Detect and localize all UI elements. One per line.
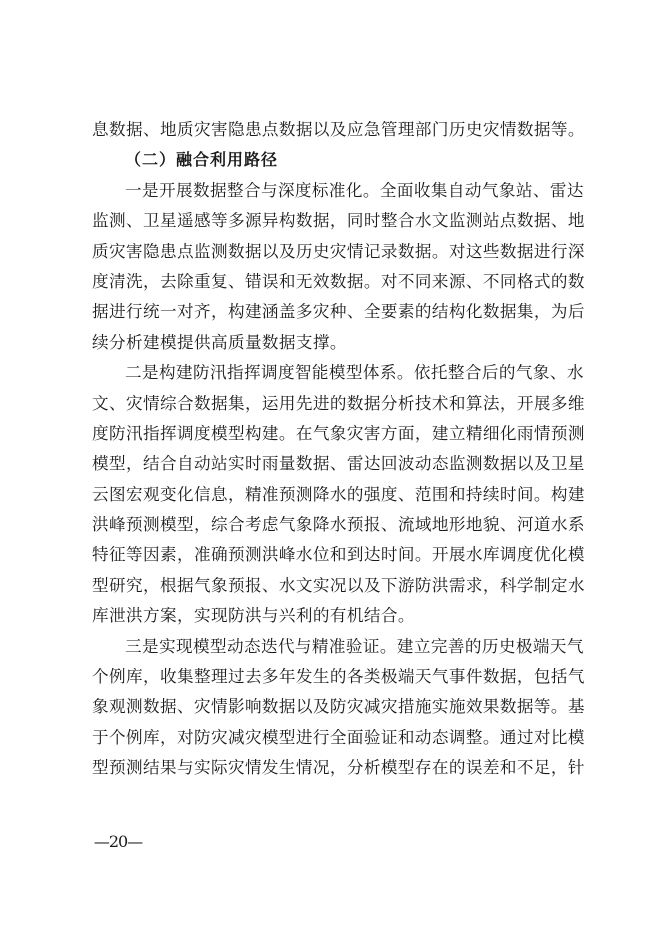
text-line: 据进行统一对齐，构建涵盖多灾种、全要素的结构化数据集，为后 <box>92 302 585 322</box>
text-line: 型研究，根据气象预报、水文实况以及下游防洪需求，科学制定水 <box>92 575 585 595</box>
text-line: 型预测结果与实际灾情发生情况，分析模型存在的误差和不足，针 <box>92 758 585 778</box>
text-line: 洪峰预测模型，综合考虑气象降水预报、流域地形地貌、河道水系 <box>92 515 585 535</box>
text-line: 一是开展数据整合与深度标准化。全面收集自动气象站、雷达 <box>125 180 584 200</box>
text-line: 度防汛指挥调度模型构建。在气象灾害方面，建立精细化雨情预测 <box>92 423 585 443</box>
text-line: 于个例库，对防灾减灾模型进行全面验证和动态调整。通过对比模 <box>92 727 585 747</box>
body-text <box>92 115 585 784</box>
text-line: 三是实现模型动态迭代与精准验证。建立完善的历史极端天气 <box>125 636 584 656</box>
text-line: 云图宏观变化信息，精准预测降水的强度、范围和持续时间。构建 <box>92 484 585 504</box>
page-number: —20— <box>93 832 143 851</box>
text-line: 象观测数据、灾情影响数据以及防灾减灾措施实施效果数据等。基 <box>92 697 585 717</box>
text-line: 个例库，收集整理过去多年发生的各类极端天气事件数据，包括气 <box>92 667 585 687</box>
text-line: 文、灾情综合数据集，运用先进的数据分析技术和算法，开展多维 <box>92 393 585 413</box>
text-line: 度清洗，去除重复、错误和无效数据。对不同来源、不同格式的数 <box>92 271 585 291</box>
text-line: 监测、卫星遥感等多源异构数据，同时整合水文监测站点数据、地 <box>92 211 585 231</box>
text-line: 质灾害隐患点监测数据以及历史灾情记录数据。对这些数据进行深 <box>92 241 585 261</box>
text-line: 模型，结合自动站实时雨量数据、雷达回波动态监测数据以及卫星 <box>92 454 585 474</box>
section-heading: （二）融合利用路径 <box>125 150 279 170</box>
text-line: 库泄洪方案，实现防洪与兴利的有机结合。 <box>92 606 415 626</box>
text-line: 特征等因素，准确预测洪峰水位和到达时间。开展水库调度优化模 <box>92 545 585 565</box>
text-line: 二是构建防汛指挥调度智能模型体系。依托整合后的气象、水 <box>125 363 584 383</box>
text-line: 续分析建模提供高质量数据支撑。 <box>92 332 347 352</box>
text-line: 息数据、地质灾害隐患点数据以及应急管理部门历史灾情数据等。 <box>92 120 585 139</box>
